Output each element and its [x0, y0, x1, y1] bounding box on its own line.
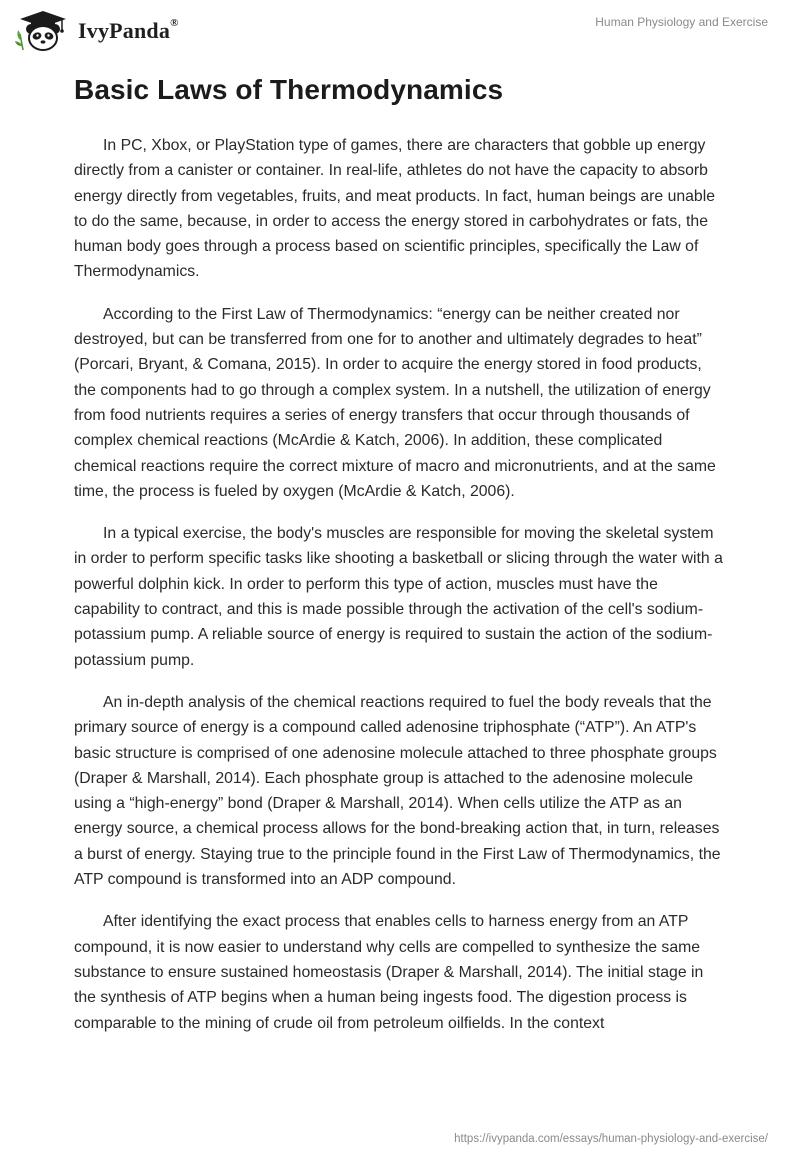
paragraph: According to the First Law of Thermodynamics: “energy can be neither created nor destroyed, but can be transferred from one for to another and ultimately degrades to heat” (Porcari, Bryant, & Comana, 2015). In order to acquire the energy stored in food products, the components had to go through a complex system. In a nutshell, the utilization of energy from food nutrients requires a series of energy transfers that occur through thousands of complex chemical reactions (McArdie & Katch, 2006). In addition, these complicated chemical reactions require the correct mixture of macro and micronutrients, and at the same time, the process is fueled by oxygen (McArdie & Katch, 2006). — [74, 305, 716, 500]
panda-logo-icon — [14, 10, 72, 52]
paragraph: An in-depth analysis of the chemical reactions required to fuel the body reveals that the primary source of energy is a compound called adenosine triphosphate (“ATP”). An ATP's basic structure is comprised of one adenosine molecule attached to three phosphate groups (Draper & Marshall, 2014). Each phosphate group is attached to the adenosine molecule using a “high-energy” bond (Draper & Marshall, 2014). When cells utilize the ATP as an energy source, a chemical process allows for the bond-breaking action that, in turn, releases a burst of energy. Staying true to the principle found in the First Law of Thermodynamics, the ATP compound is transformed into an ADP compound. — [74, 693, 721, 889]
paragraph: After identifying the exact process that enables cells to harness energy from an ATP compound, it is now easier to understand why cells are compelled to synthesize the same substance to ensure sustained homeostasis (Draper & Marshall, 2014). The initial stage in the synthesis of ATP begins when a human being ingests food. The digestion process is comparable to the mining of crude oil from petroleum oilfields. In the context — [74, 913, 704, 1032]
document-title-header: Human Physiology and Exercise — [595, 15, 768, 29]
paragraph: In PC, Xbox, or PlayStation type of games, there are characters that gobble up energy directly from a canister or container. In real-life, athletes do not have the capacity to absorb energy directly from vegetables, fruits, and meat products. In fact, human beings are unable to do the same, because, in order to access the energy stored in carbohydrates or fats, the human body goes through a process based on scientific principles, specifically the Law of Thermodynamics. — [74, 137, 716, 281]
page-title: Basic Laws of Thermodynamics — [74, 74, 504, 105]
brand-name: IvyPanda® — [78, 16, 179, 43]
article-body — [74, 133, 726, 1053]
source-url-link[interactable]: https://ivypanda.com/essays/human-physiology-and-exercise/ — [454, 1133, 768, 1145]
ivypanda-logo[interactable] — [14, 10, 179, 52]
paragraph: In a typical exercise, the body's muscles are responsible for moving the skeletal system in order to perform specific tasks like shooting a basketball or slicing through the water with a powerful dolphin kick. In order to perform this type of action, muscles must have the capability to contract, and this is made possible through the activation of the cell's sodium-potassium pump. A reliable source of energy is required to sustain the action of the sodium-potassium pump. — [74, 525, 723, 669]
page-header — [0, 0, 800, 70]
